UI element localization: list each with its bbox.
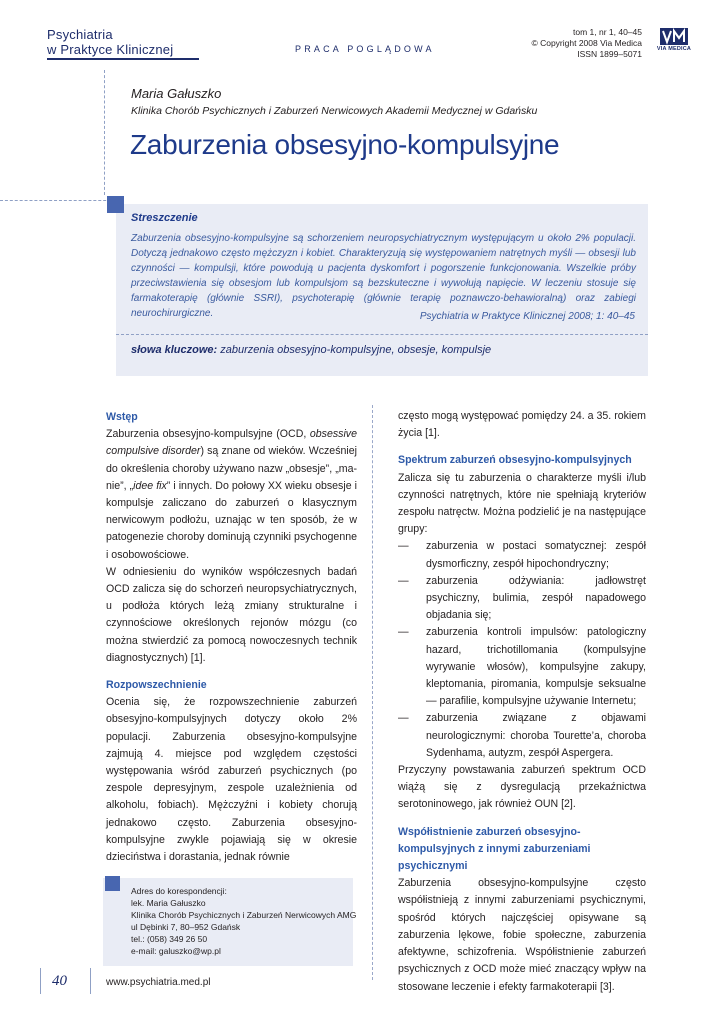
footer-rule: [90, 968, 91, 994]
correspondence-address: [131, 885, 356, 957]
column-separator: [372, 405, 373, 980]
keywords: [131, 344, 491, 356]
affiliation: Klinika Chorób Psychicznych i Zaburzeń Nerwicowych Akademii Medycznej w Gdańsku: [131, 105, 538, 117]
list-item: — zaburzenia w postaci somatycznej: zespół dysmorficzny, zespół hipochondryczny;: [398, 538, 646, 572]
paragraph: W odniesieniu do wyników współczesnych badań OCD zalicza się do schorzeń neuropsychiatrycznych, u podłoża których leżą zmiany strukturalne i czynnościowe określonych rejonów mózgu (co można stwierdzić za pomocą nowoczesnych technik diagnostycznych) [1].: [106, 565, 357, 664]
journal-name-line2: w Praktyce Klinicznej: [47, 42, 174, 57]
section-label: PRACA POGLĄDOWA: [295, 44, 435, 54]
volume-info: tom 1, nr 1, 40–45: [573, 27, 642, 37]
correspondence-street: ul Dębinki 7, 80–952 Gdańsk: [131, 922, 241, 932]
correspondence-email: e-mail: galuszko@wp.pl: [131, 946, 221, 956]
list-item: — zaburzenia związane z objawami neurologicznymi: choroba Tourette’a, choroba Sydenhama, autyzm, zespół Aspergera.: [398, 710, 646, 762]
text-run-italic: obsessive compulsive disorder: [106, 428, 357, 458]
journal-name: [47, 27, 173, 57]
footer-rule: [40, 968, 41, 994]
section-heading-intro: Wstęp: [106, 411, 138, 423]
logo-text: VIA MEDICA: [656, 46, 692, 52]
correspondence-institution: Klinika Chorób Psychicznych i Zaburzeń Nerwicowych AMG: [131, 910, 357, 920]
paragraph: Zaburzenia obsesyjno-kompulsyjne często współistnieją z innymi zaburzeniami psychicznymi, spośród których najczęściej opisywane są zaburzenia lękowe, fobie społeczne, zaburzenia afektywne, schizofrenia. Współistnienie zaburzeń psychicznych z OCD może mieć znaczący wpływ na stosowane leczenie i efekty farmakoterapii [3].: [398, 877, 646, 993]
paragraph: Ocenia się, że rozpowszechnienie zaburzeń obsesyjno-kompulsyjnych dotyczy około 2% populacji. Zaburzenia obsesyjno-kompulsyjne zajmują 4. miejsce pod względem częstości występowania wśród zaburzeń psychicznych (po zespole depresyjnym, zespole uzależnienia od alkoholu, fobiach). Mężczyźni i kobiety chorują jednakowo często. Zaburzenia obsesyjno-kompulsyjne zwykle pojawiają się w okresie dzieciństwa i dorastania, jednak równie: [106, 696, 357, 864]
text-run: ) są znane od wieków. Wcześniej do określenia choroby używano nazw „obsesje”, „ma-nie”, „: [106, 445, 357, 492]
vertical-dashed-rule: [104, 70, 105, 195]
correspondence-phone: tel.: (058) 349 26 50: [131, 934, 208, 944]
abstract-separator: [116, 334, 648, 335]
page-number: 40: [52, 973, 67, 989]
article-title: Zaburzenia obsesyjno-kompulsyjne: [130, 129, 560, 160]
text-run-italic: idee fix: [133, 479, 167, 492]
author: Maria Gałuszko: [131, 86, 222, 101]
abstract-citation: Psychiatria w Praktyce Klinicznej 2008; 1: 40–45: [419, 311, 635, 322]
keywords-list: zaburzenia obsesyjno-kompulsyjne, obsesje, kompulsje: [220, 344, 492, 356]
journal-underline: [47, 58, 199, 60]
publication-info: [531, 27, 642, 60]
journal-url[interactable]: www.psychiatria.med.pl: [106, 977, 211, 988]
section-heading-prevalence: Rozpowszechnienie: [106, 679, 207, 692]
journal-name-line1: Psychiatria: [47, 27, 113, 42]
spectrum-list: [398, 538, 646, 762]
horizontal-dashed-rule: [0, 200, 116, 201]
paragraph: Przyczyny powstawania zaburzeń spektrum OCD wiążą się z dysregulacją przekaźnictwa serotoninowego, jak również OUN [2].: [398, 764, 646, 811]
abstract-text: Zaburzenia obsesyjno-kompulsyjne są schorzeniem neuropsychiatrycznym występującym u około 2% populacji. Dotyczą jednakowo często mężczyzn i kobiet. Charakteryzują się występowaniem natrętnych myśli — obsesji lub czynności — kompulsji, które powodują u pacjenta dyskomfort i pogorszenie funkcjonowania. Wszelkie próby przeciwstawienia się obsesjom lub kompulsjom są bezskuteczne i wywołują napięcie. W leczeniu stosuje się farmakoterapię (głównie SSRI), psychoterapię (głównie terapię poznawczo-behawioralną) oraz zabiegi neurochirurgiczne.: [131, 233, 636, 319]
copyright: © Copyright 2008 Via Medica: [531, 38, 642, 48]
paragraph: często mogą występować pomiędzy 24. a 35. rokiem życia [1].: [398, 410, 646, 440]
abstract-heading: Streszczenie: [131, 212, 198, 224]
correspondence-label: Adres do korespondencji:: [131, 886, 227, 896]
keywords-label: słowa kluczowe:: [131, 344, 218, 356]
section-heading-spectrum: Spektrum zaburzeń obsesyjno-kompulsyjnych: [398, 454, 632, 467]
text-run: Zaburzenia obsesyjno-kompulsyjne (OCD,: [106, 428, 310, 441]
list-item: — zaburzenia kontroli impulsów: patologiczny hazard, trichotillomania (kompulsyjne wyrywanie włosów), kompulsyjne zakupy, kleptomania, piromania, kompulsje seksualne — parafilie, kompulsyjne używanie Internetu;: [398, 624, 646, 710]
list-item: — zaburzenia odżywiania: jadłowstręt psychiczny, bulimia, zespół napadowego objadania się;: [398, 573, 646, 625]
paragraph: [106, 426, 357, 564]
correspondence-marker: [105, 876, 120, 891]
correspondence-name: lek. Maria Gałuszko: [131, 898, 206, 908]
abstract-marker: [107, 196, 124, 213]
text-run: ” i innych. Do połowy XX wieku obsesje i kompulsje zaliczano do zaburzeń o klasycznym nerwicowym podłożu, uznając w ten sposób, że w patogenezie choroby dominują czynniki psychogenne i osobowościowe.: [106, 479, 357, 561]
issn: ISSN 1899–5071: [577, 49, 642, 59]
right-column: [398, 408, 646, 996]
paragraph: Zalicza się tu zaburzenia o charakterze myśli i/lub czynności natrętnych, które nie spełniają kryteriów zespołu natręctw. Można podzielić je na następujące grupy:: [398, 471, 646, 536]
section-heading-comorbidity: Współistnienie zaburzeń obsesyjno-kompulsyjnych z innymi zaburzeniami psychicznymi: [398, 825, 591, 873]
left-column: [106, 409, 357, 866]
